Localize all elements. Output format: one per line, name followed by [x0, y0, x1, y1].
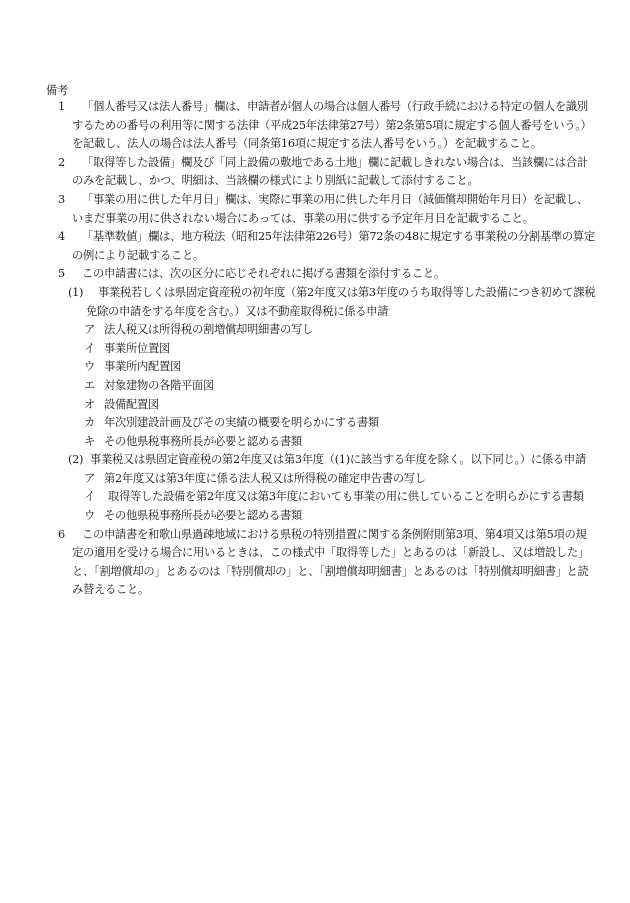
list-item	[56, 377, 596, 396]
item-text: 年次別建設計画及びその実績の概要を明らかにする書類	[104, 416, 379, 430]
item-marker: ウ	[84, 509, 95, 523]
note-text: この申請書には、次の区分に応じそれぞれに掲げる書類を添付すること。	[82, 267, 445, 281]
note-3	[56, 191, 596, 228]
subsection-number: (2)	[68, 453, 84, 467]
list-item	[56, 358, 596, 377]
subsection-1	[56, 284, 596, 321]
note-5	[56, 265, 596, 284]
note-number: 2	[58, 155, 65, 169]
item-marker: ア	[84, 323, 95, 337]
note-text: 「事業の用に供した年月日」欄は、実際に事業の用に供した年月日（減価償却開始年月日）を記載し、いまだ事業の用に供されない場合にあっては、事業の用に供する予定年月日を記載すること。	[72, 192, 588, 225]
note-number: 4	[58, 230, 65, 244]
item-marker: カ	[84, 416, 95, 430]
item-text: 事業所位置図	[104, 341, 170, 355]
item-text: 設備配置図	[104, 397, 159, 411]
item-marker: キ	[84, 434, 95, 448]
list-item	[56, 414, 596, 433]
item-text: 事業所内配置図	[104, 360, 181, 374]
note-text: 「個人番号又は法人番号」欄は、申請者が個人の場合は個人番号（行政手続における特定の個人を識別するための番号の利用等に関する法律（平成25年法律第27号）第2条第5項に規定する個人番号をいう。）を記載し、法人の場合は法人番号（同条第16項に規定する法人番号をいう。）を記載すること。	[72, 100, 592, 151]
subsection-2	[56, 451, 596, 470]
item-text: 第2年度又は第3年度に係る法人税又は所得税の確定申告書の写し	[104, 471, 426, 485]
list-item	[56, 470, 596, 489]
subsection-number: (1)	[68, 285, 84, 299]
item-marker: ア	[84, 471, 95, 485]
list-item	[56, 488, 596, 507]
item-marker: イ	[84, 490, 95, 504]
subsection-text: 事業税若しくは県固定資産税の初年度（第2年度又は第3年度のうち取得等した設備につき初めて課税免除の申請をする年度を含む。）又は不動産取得税に係る申請	[86, 285, 596, 318]
item-marker: エ	[84, 378, 95, 392]
note-2	[56, 154, 596, 191]
note-text: 「取得等した設備」欄及び「同上設備の敷地である土地」欄に記載しきれない場合は、当該欄には合計のみを記載し、かつ、明細は、当該欄の様式により別紙に記載して添付すること。	[72, 155, 588, 188]
note-number: 1	[58, 100, 65, 113]
item-marker: イ	[84, 341, 95, 355]
list-item	[56, 340, 596, 359]
item-marker: オ	[84, 397, 95, 411]
list-item	[56, 396, 596, 415]
remarks-list	[56, 98, 596, 600]
item-text: その他県税事務所長が必要と認める書類	[104, 434, 302, 448]
item-text: その他県税事務所長が必要と認める書類	[104, 509, 302, 523]
note-number: 3	[58, 192, 65, 206]
list-item	[56, 321, 596, 340]
note-number: 6	[58, 527, 65, 541]
note-6	[56, 526, 596, 600]
list-item	[56, 433, 596, 452]
note-text: この申請書を和歌山県過疎地域における県税の特別措置に関する条例附則第3項、第4項又は第5項の規定の適用を受ける場合に用いるときは、この様式中「取得等した」とあるのは「新設し、又は増設した」と、「割増償却の」とあるのは「特別償却の」と、「割増償却明細書」とあるのは「特別償却明細書」と読み替えること。	[72, 527, 589, 597]
note-4	[56, 228, 596, 265]
remarks-heading: 備考	[46, 84, 68, 97]
list-item	[56, 507, 596, 526]
item-marker: ウ	[84, 360, 95, 374]
note-text: 「基準数値」欄は、地方税法（昭和25年法律第226号）第72条の48に規定する事業税の分割基準の算定の例により記載すること。	[72, 230, 595, 262]
item-text: 対象建物の各階平面図	[104, 378, 214, 392]
item-text: 法人税又は所得税の割増償却明細書の写し	[104, 323, 313, 337]
note-1	[56, 98, 596, 154]
subsection-text: 事業税又は県固定資産税の第2年度又は第3年度（(1)に該当する年度を除く。以下同じ。）に係る申請	[90, 453, 586, 467]
note-number: 5	[58, 267, 65, 281]
item-text: 取得等した設備を第2年度又は第3年度においても事業の用に供していることを明らかにする書類	[108, 490, 584, 504]
